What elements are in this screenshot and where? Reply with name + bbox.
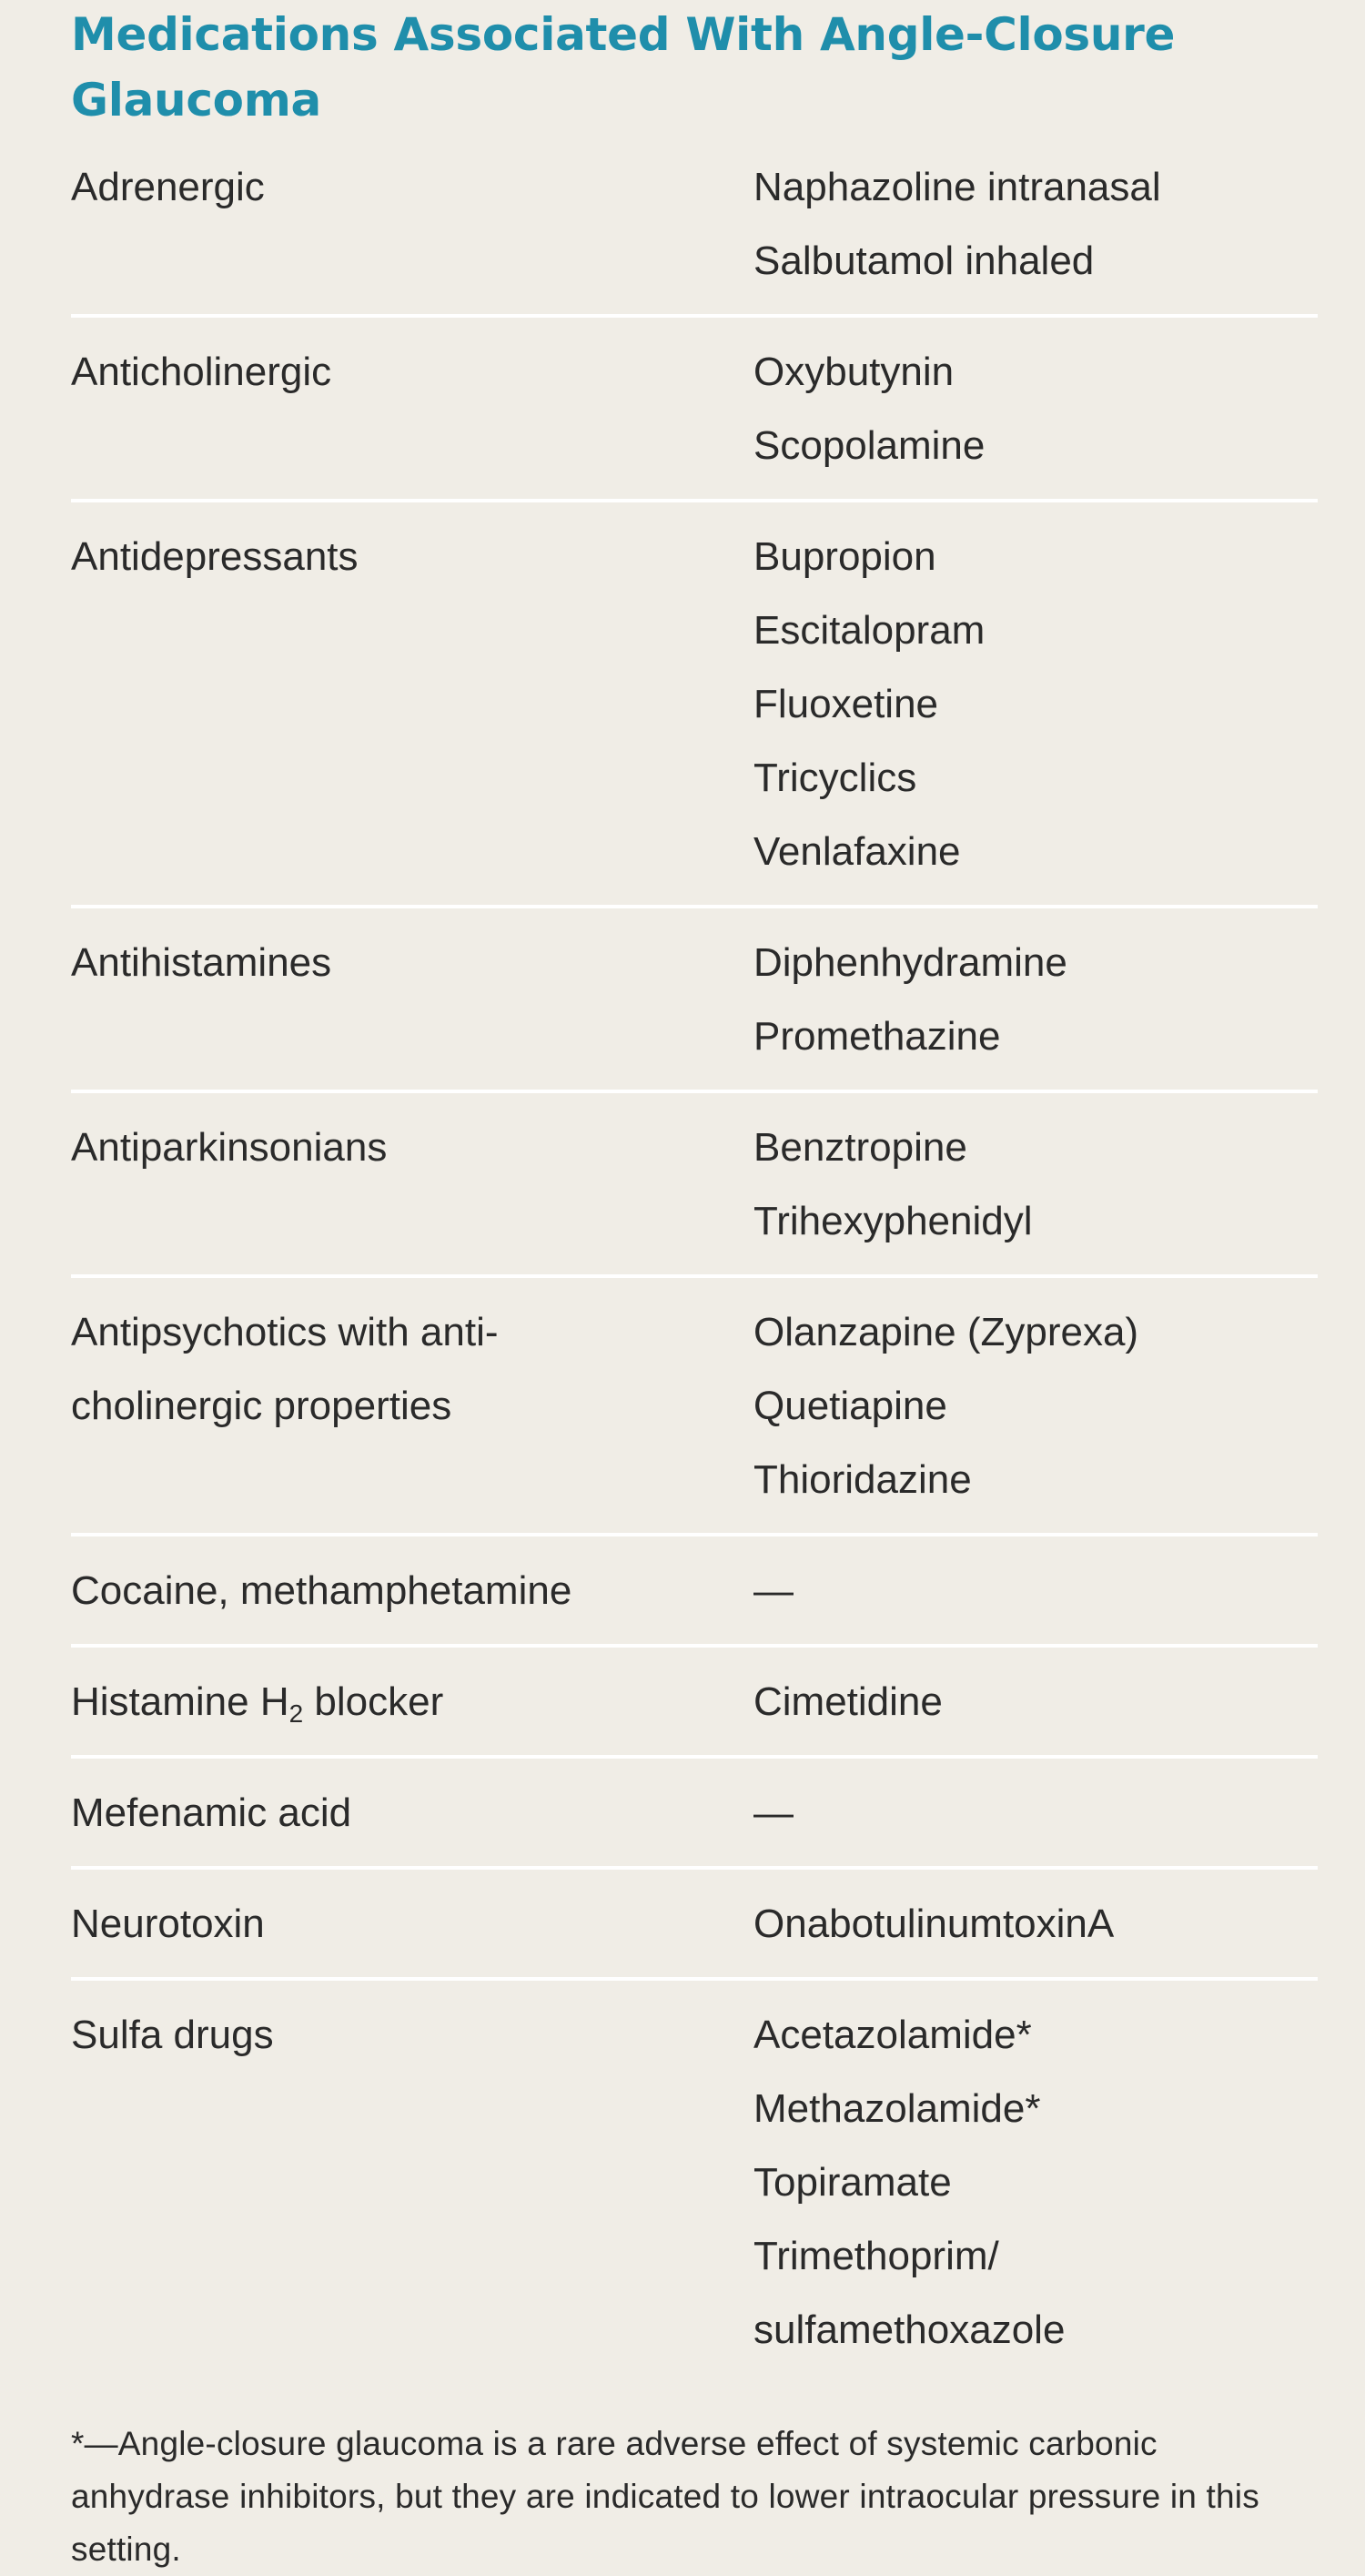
drug-name: Fluoxetine	[753, 682, 939, 726]
drug-category	[71, 1776, 753, 1850]
drug-name: Bupropion	[753, 534, 936, 579]
drug-name: Acetazolamide*	[753, 2013, 1032, 2057]
drug-list	[753, 1665, 1318, 1739]
drug-name: Methazolamide*	[753, 2086, 1041, 2131]
drug-list	[753, 1554, 1318, 1628]
drug-category	[71, 1665, 753, 1739]
drug-category-label: Sulfa drugs	[71, 2013, 274, 2057]
drug-name: Topiramate	[753, 2160, 952, 2205]
drug-category-label: Antipsychotics with anti- cholinergic properties	[71, 1310, 499, 1428]
table-title: Medications Associated With Angle-Closure Glaucoma	[71, 8, 1176, 127]
drug-category	[71, 335, 753, 482]
table-row	[71, 1981, 1318, 2383]
drug-category-label: Neurotoxin	[71, 1902, 265, 1946]
drug-category-label: Histamine H	[71, 1679, 289, 1724]
drug-category-label: Antihistamines	[71, 940, 332, 985]
drug-category-label: Mefenamic acid	[71, 1790, 352, 1835]
table-row	[71, 1648, 1318, 1759]
drug-category-label: Anticholinergic	[71, 350, 332, 394]
drug-list	[753, 1887, 1318, 1961]
drug-category	[71, 1887, 753, 1961]
table-row	[71, 1870, 1318, 1981]
drug-name: Salbutamol inhaled	[753, 238, 1095, 283]
drug-category-label: Antiparkinsonians	[71, 1125, 388, 1170]
drug-list	[753, 1295, 1318, 1516]
table-row	[71, 908, 1318, 1093]
drug-list	[753, 926, 1318, 1073]
drug-name: OnabotulinumtoxinA	[753, 1902, 1115, 1946]
footnote: *—Angle-closure glaucoma is a rare adverse effect of systemic carbonic anhydrase inhibitors, but they are indicated to lower intraocular pressure in this setting.	[71, 2425, 1259, 2568]
drug-list	[753, 150, 1318, 298]
drug-category-label: Antidepressants	[71, 534, 359, 579]
drug-name: Olanzapine (Zyprexa)	[753, 1310, 1139, 1354]
drug-category	[71, 520, 753, 888]
table-row	[71, 133, 1318, 318]
drug-name: Benztropine	[753, 1125, 967, 1170]
drug-list	[753, 335, 1318, 482]
drug-category	[71, 1554, 753, 1628]
drug-category	[71, 1998, 753, 2367]
drug-category-suffix: blocker	[303, 1679, 444, 1724]
drug-category-subscript: 2	[288, 1699, 304, 1728]
drug-name: Promethazine	[753, 1014, 1001, 1059]
drug-name: Oxybutynin	[753, 350, 955, 394]
drug-name: Trimethoprim/ sulfamethoxazole	[753, 2234, 1066, 2352]
drug-category	[71, 926, 753, 1073]
drug-name: Cimetidine	[753, 1679, 943, 1724]
drug-name: Naphazoline intranasal	[753, 165, 1161, 209]
drug-list	[753, 1111, 1318, 1258]
drug-category-label: Cocaine, methamphetamine	[71, 1568, 572, 1613]
table-row	[71, 318, 1318, 502]
drug-name: Scopolamine	[753, 423, 986, 468]
drug-name: Trihexyphenidyl	[753, 1199, 1033, 1243]
drug-name: Escitalopram	[753, 608, 986, 653]
drug-list	[753, 1776, 1318, 1850]
drug-category-label: Adrenergic	[71, 165, 265, 209]
drug-name: Tricyclics	[753, 756, 917, 800]
drug-name: —	[753, 1790, 794, 1835]
table-row	[71, 1093, 1318, 1278]
drug-name: Quetiapine	[753, 1384, 947, 1428]
drug-category	[71, 1295, 753, 1516]
table-row	[71, 1759, 1318, 1870]
drug-name: Thioridazine	[753, 1457, 972, 1502]
table-row	[71, 1278, 1318, 1536]
table-row	[71, 502, 1318, 908]
drug-name: Venlafaxine	[753, 829, 961, 874]
drug-list	[753, 520, 1318, 888]
drug-category	[71, 1111, 753, 1258]
medications-table	[71, 133, 1318, 2383]
drug-category	[71, 150, 753, 298]
drug-name: Diphenhydramine	[753, 940, 1067, 985]
drug-list	[753, 1998, 1318, 2367]
table-row	[71, 1536, 1318, 1648]
drug-name: —	[753, 1568, 794, 1613]
